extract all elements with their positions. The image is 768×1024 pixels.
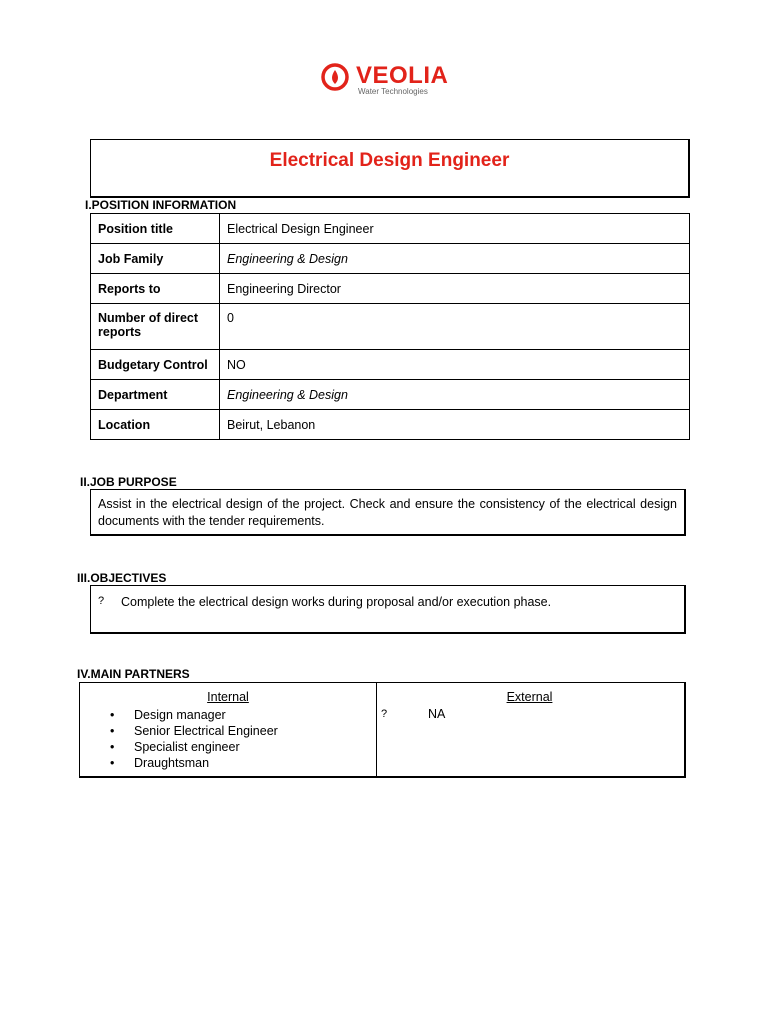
job-purpose-box: [90, 489, 686, 536]
row-value: Engineering & Design: [220, 380, 690, 410]
row-value: Engineering & Design: [220, 244, 690, 274]
bullet-icon: •: [110, 724, 115, 738]
section-heading-position: I.POSITION INFORMATION: [85, 198, 237, 212]
objective-bullet-icon: ?: [98, 595, 105, 607]
list-item: • Design manager: [110, 708, 226, 722]
table-row: [91, 274, 690, 304]
table-row: [91, 304, 690, 350]
row-value: NO: [220, 350, 690, 380]
list-item: • Senior Electrical Engineer: [110, 724, 278, 738]
table-row: [91, 214, 690, 244]
row-value: 0: [220, 304, 690, 350]
external-partner-value: NA: [428, 707, 446, 721]
row-label: Location: [91, 410, 220, 440]
external-bullet-icon: ?: [381, 708, 388, 720]
list-item: • Specialist engineer: [110, 740, 240, 754]
table-row: [91, 244, 690, 274]
internal-header: Internal: [207, 690, 249, 704]
internal-partners-list: [110, 707, 278, 771]
logo-wordmark: VEOLIA: [356, 62, 449, 89]
row-value: Beirut, Lebanon: [220, 410, 690, 440]
veolia-logo: [320, 60, 450, 100]
row-value: Electrical Design Engineer: [220, 214, 690, 244]
bullet-icon: •: [110, 708, 115, 722]
bullet-icon: •: [110, 740, 115, 754]
logo-subtitle: Water Technologies: [358, 87, 428, 96]
section-heading-partners: IV.MAIN PARTNERS: [77, 667, 190, 681]
page-title: Electrical Design Engineer: [269, 150, 510, 171]
row-label: Budgetary Control: [91, 350, 220, 380]
list-item: • Draughtsman: [110, 756, 210, 770]
table-row: [91, 380, 690, 410]
table-row: [91, 410, 690, 440]
section-heading-objectives: III.OBJECTIVES: [77, 571, 167, 585]
objective-text: Complete the electrical design works during proposal and/or execution phase.: [121, 595, 552, 609]
row-label: Department: [91, 380, 220, 410]
bullet-icon: •: [110, 756, 115, 770]
row-value: Engineering Director: [220, 274, 690, 304]
external-header: External: [506, 690, 553, 704]
position-info-table: [90, 213, 690, 440]
row-label: Number of direct reports: [91, 304, 220, 350]
veolia-logo-icon: [320, 62, 352, 92]
job-purpose-text: Assist in the electrical design of the project. Check and ensure the consistency of the electrical design documents with the tender requirements.: [98, 497, 677, 528]
row-label: Job Family: [91, 244, 220, 274]
row-label: Reports to: [91, 274, 220, 304]
section-heading-purpose: II.JOB PURPOSE: [80, 475, 177, 489]
row-label: Position title: [91, 214, 220, 244]
table-row: [91, 350, 690, 380]
objectives-box: [90, 585, 686, 634]
title-box: [90, 139, 690, 198]
partners-box: [79, 682, 686, 778]
